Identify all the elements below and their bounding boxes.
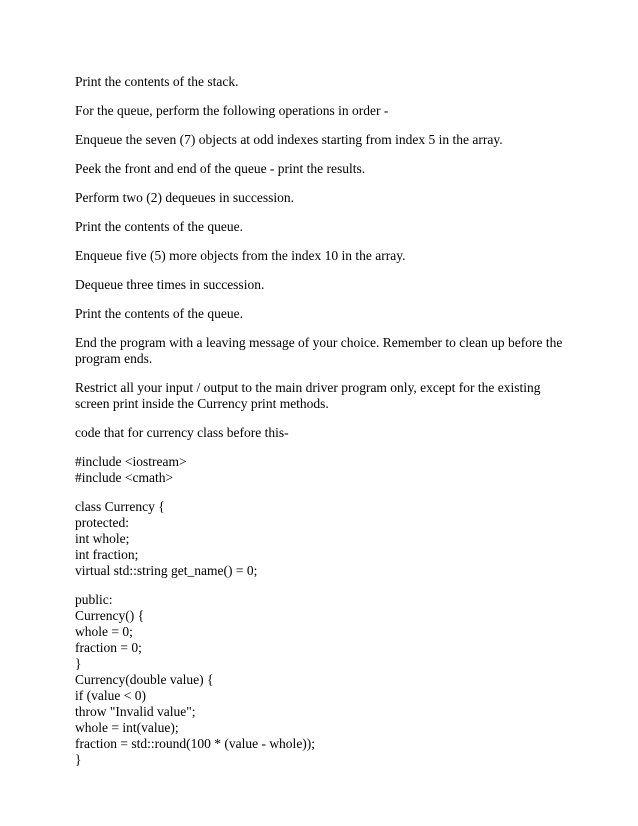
code-line: } [75, 752, 82, 767]
paragraph-enqueue-five: Enqueue five (5) more objects from the index 10 in the array. [75, 248, 406, 263]
code-line: #include <cmath> [75, 470, 174, 485]
code-block-class-protected [75, 499, 575, 579]
paragraph-peek: Peek the front and end of the queue - print the results. [75, 161, 366, 176]
code-line: #include <iostream> [75, 454, 187, 469]
code-line: Currency() { [75, 608, 145, 623]
code-line: Currency(double value) { [75, 672, 214, 687]
paragraph-print-queue-2: Print the contents of the queue. [75, 306, 243, 321]
document-body [75, 74, 575, 781]
code-block-includes [75, 454, 575, 486]
code-line: fraction = std::round(100 * (value - whole)); [75, 736, 316, 751]
code-line: int whole; [75, 531, 130, 546]
code-line: class Currency { [75, 499, 165, 514]
paragraph-enqueue-seven: Enqueue the seven (7) objects at odd indexes starting from index 5 in the array. [75, 132, 503, 147]
code-line: whole = 0; [75, 624, 133, 639]
paragraph-queue-intro: For the queue, perform the following operations in order - [75, 103, 389, 118]
code-line: fraction = 0; [75, 640, 142, 655]
paragraph-leaving-message: End the program with a leaving message of your choice. Remember to clean up before the program ends. [75, 335, 563, 366]
code-line: throw "Invalid value"; [75, 704, 196, 719]
code-line: virtual std::string get_name() = 0; [75, 563, 258, 578]
paragraph-print-stack: Print the contents of the stack. [75, 74, 239, 89]
code-line: int fraction; [75, 547, 139, 562]
paragraph-print-queue-1: Print the contents of the queue. [75, 219, 243, 234]
paragraph-three-dequeues: Dequeue three times in succession. [75, 277, 265, 292]
code-line: public: [75, 592, 113, 607]
code-line: protected: [75, 515, 129, 530]
code-line: whole = int(value); [75, 720, 179, 735]
code-block-public [75, 592, 575, 768]
paragraph-code-intro: code that for currency class before this- [75, 425, 289, 440]
paragraph-two-dequeues: Perform two (2) dequeues in succession. [75, 190, 294, 205]
code-line: if (value < 0) [75, 688, 146, 703]
code-line: } [75, 656, 82, 671]
paragraph-restrict-io: Restrict all your input / output to the main driver program only, except for the existing screen print inside the Currency print methods. [75, 380, 541, 411]
